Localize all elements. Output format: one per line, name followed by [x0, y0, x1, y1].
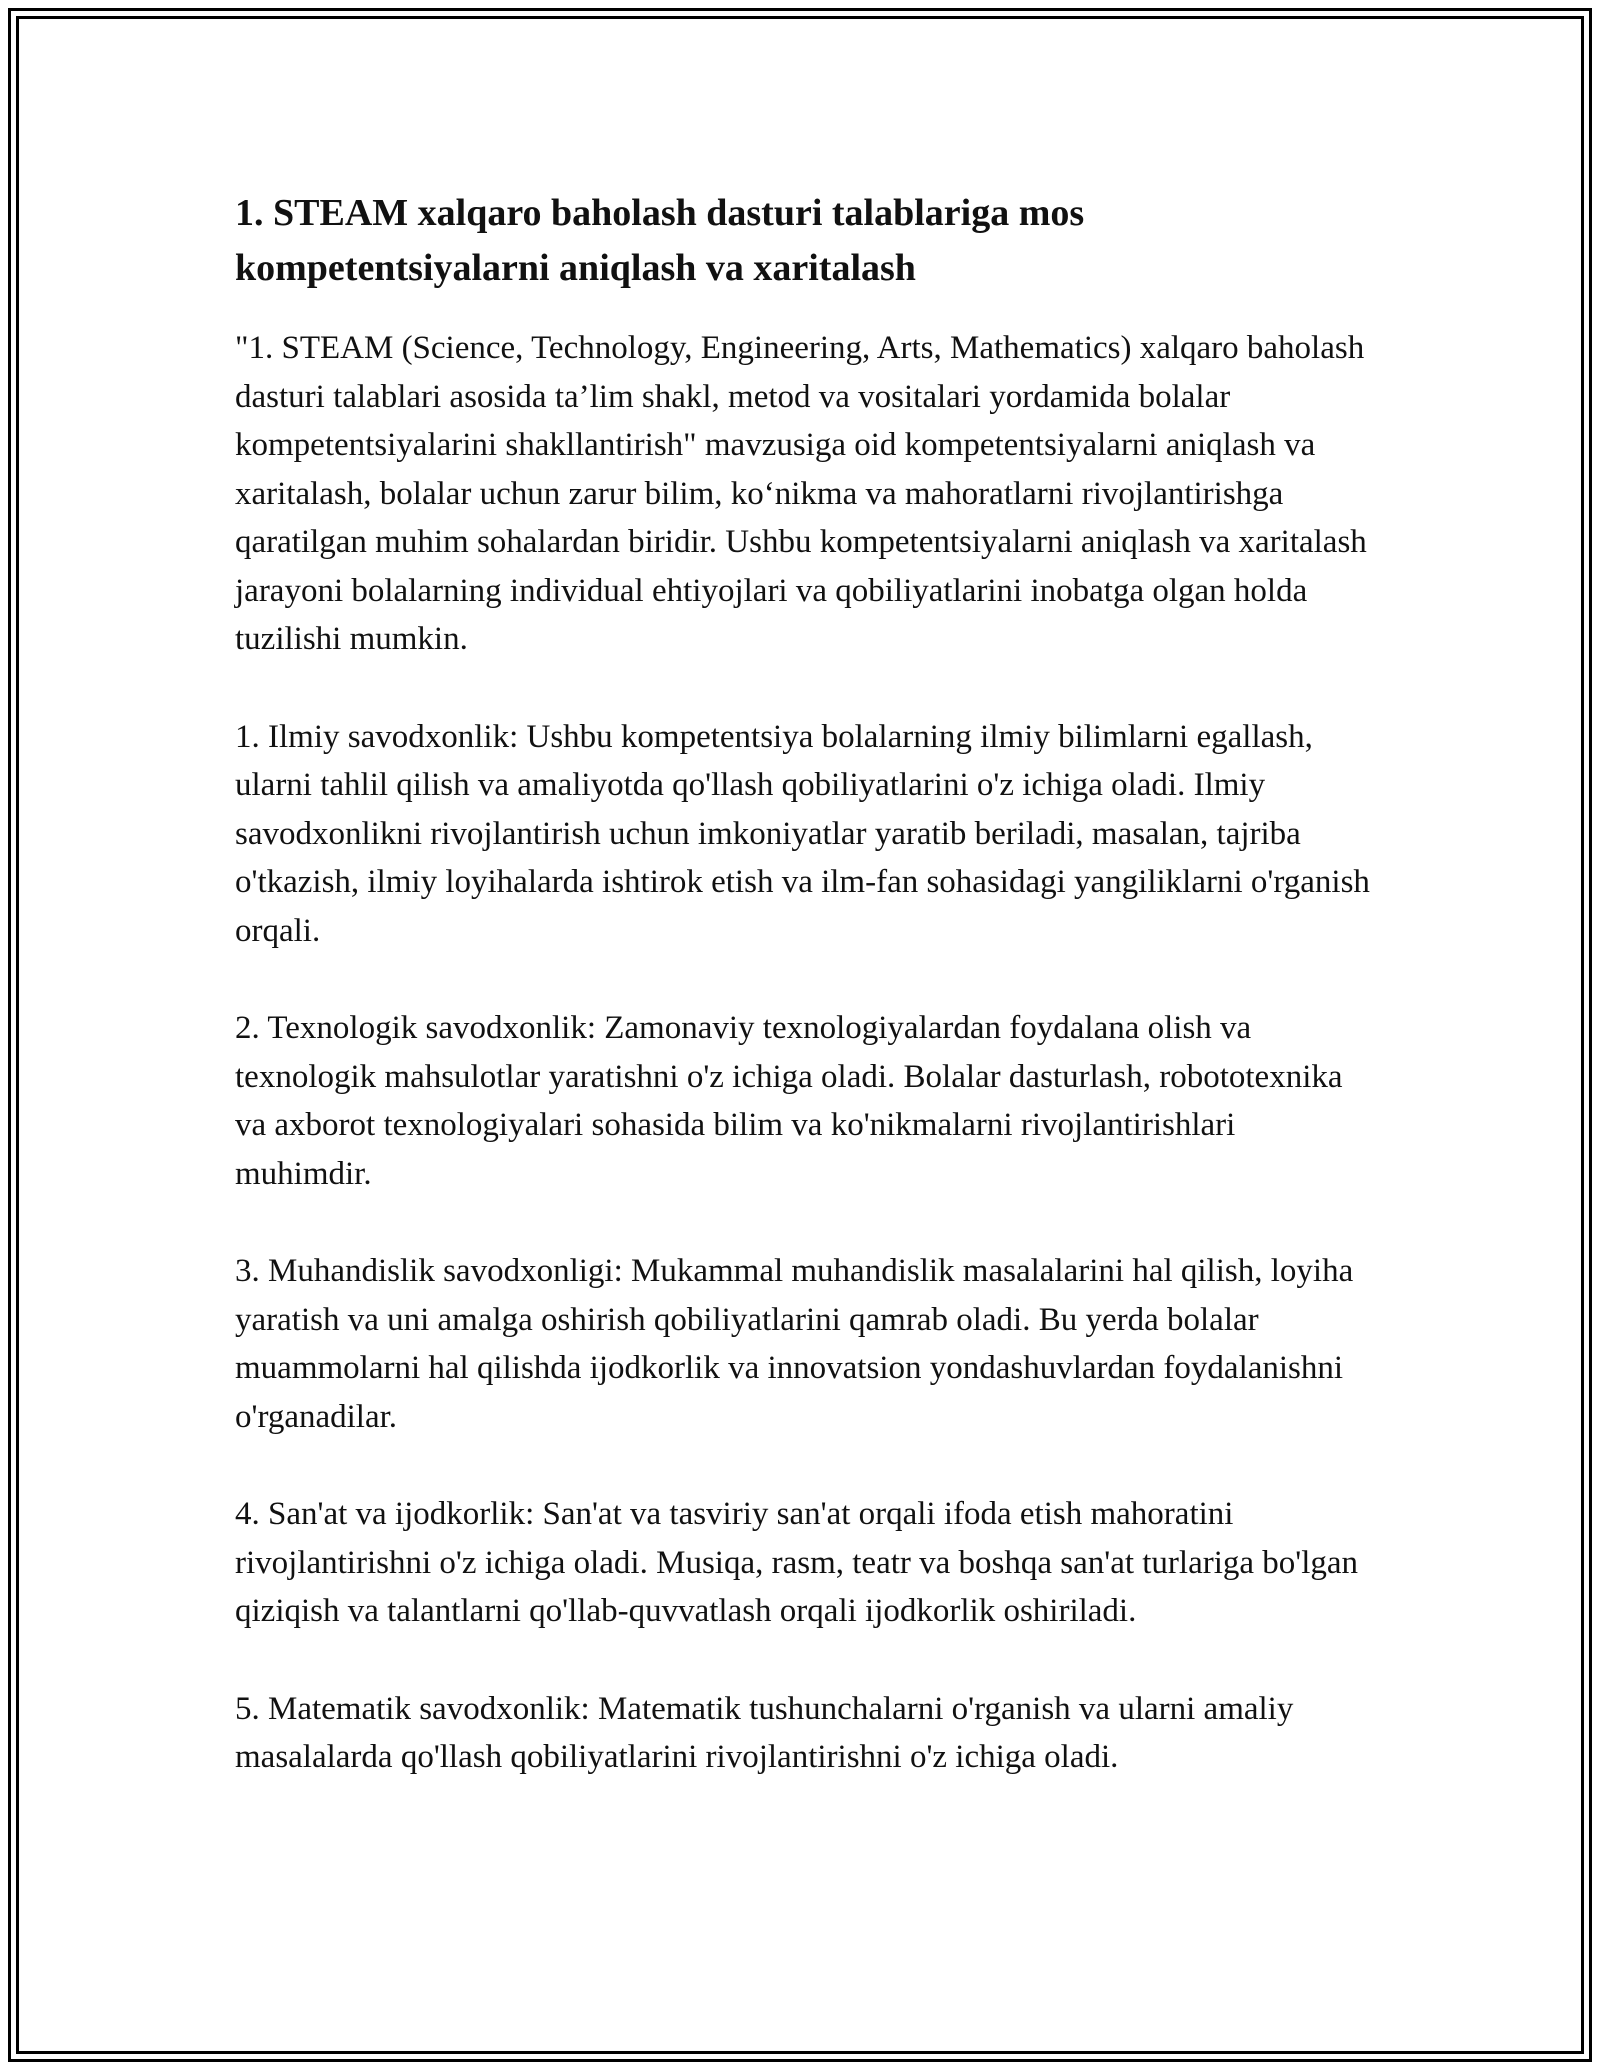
paragraph-scientific-literacy: 1. Ilmiy savodxonlik: Ushbu kompetentsiya bolalarning ilmiy bilimlarni egallash, ularni tahlil qilish va amaliyotda qo'llash qobiliyatlarini o'z ichiga oladi. Ilmiy savodxonlikni rivojlantirish uchun imkoniyatlar yaratib beriladi, masalan, tajriba o'tkazish, ilmiy loyihalarda ishtirok etish va ilm-fan sohasidagi yangiliklarni o'rganish orqali. [235, 718, 1370, 949]
paragraph-art-creativity: 4. San'at va ijodkorlik: San'at va tasviriy san'at orqali ifoda etish mahoratini rivojlantirishni o'z ichiga oladi. Musiqa, rasm, teatr va boshqa san'at turlariga bo'lgan qiziqish va talantlarni qo'llab-quvvatlash orqali ijodkorlik oshiriladi. [235, 1496, 1359, 1629]
paragraph-engineering-literacy: 3. Muhandislik savodxonligi: Mukammal muhandislik masalalarini hal qilish, loyiha yaratish va uni amalga oshirish qobiliyatlarini qamrab oladi. Bu yerda bolalar muammolarni hal qilishda ijodkorlik va innovatsion yondashuvlardan foydalanishni o'rganadilar. [235, 1253, 1354, 1435]
document-body [235, 186, 1375, 1831]
document-title: 1. STEAM xalqaro baholash dasturi talablariga mos kompetentsiyalarni aniqlash va xaritalash [235, 192, 1085, 289]
paragraph-mathematical-literacy: 5. Matematik savodxonlik: Matematik tushunchalarni o'rganish va ularni amaliy masalalarda qo'llash qobiliyatlarini rivojlantirishni o'z ichiga oladi. [235, 1690, 1294, 1775]
paragraph-technological-literacy: 2. Texnologik savodxonlik: Zamonaviy texnologiyalardan foydalana olish va texnologik mahsulotlar yaratishni o'z ichiga oladi. Bolalar dasturlash, robototexnika va axborot texnologiyalari sohasida bilim va ko'nikmalarni rivojlantirishlari muhimdir. [235, 1010, 1343, 1192]
intro-paragraph: "1. STEAM (Science, Technology, Engineering, Arts, Mathematics) xalqaro baholash dasturi talablari asosida ta’lim shakl, metod va vositalari yordamida bolalar kompetentsiyalarini shakllantirish" mavzusiga oid kompetentsiyalarni aniqlash va xaritalash, bolalar uchun zarur bilim, ko‘nikma va mahoratlarni rivojlantirishga qaratilgan muhim sohalardan biridir. Ushbu kompetentsiyalarni aniqlash va xaritalash jarayoni bolalarning individual ehtiyojlari va qobiliyatlarini inobatga olgan holda tuzilishi mumkin. [235, 330, 1367, 657]
